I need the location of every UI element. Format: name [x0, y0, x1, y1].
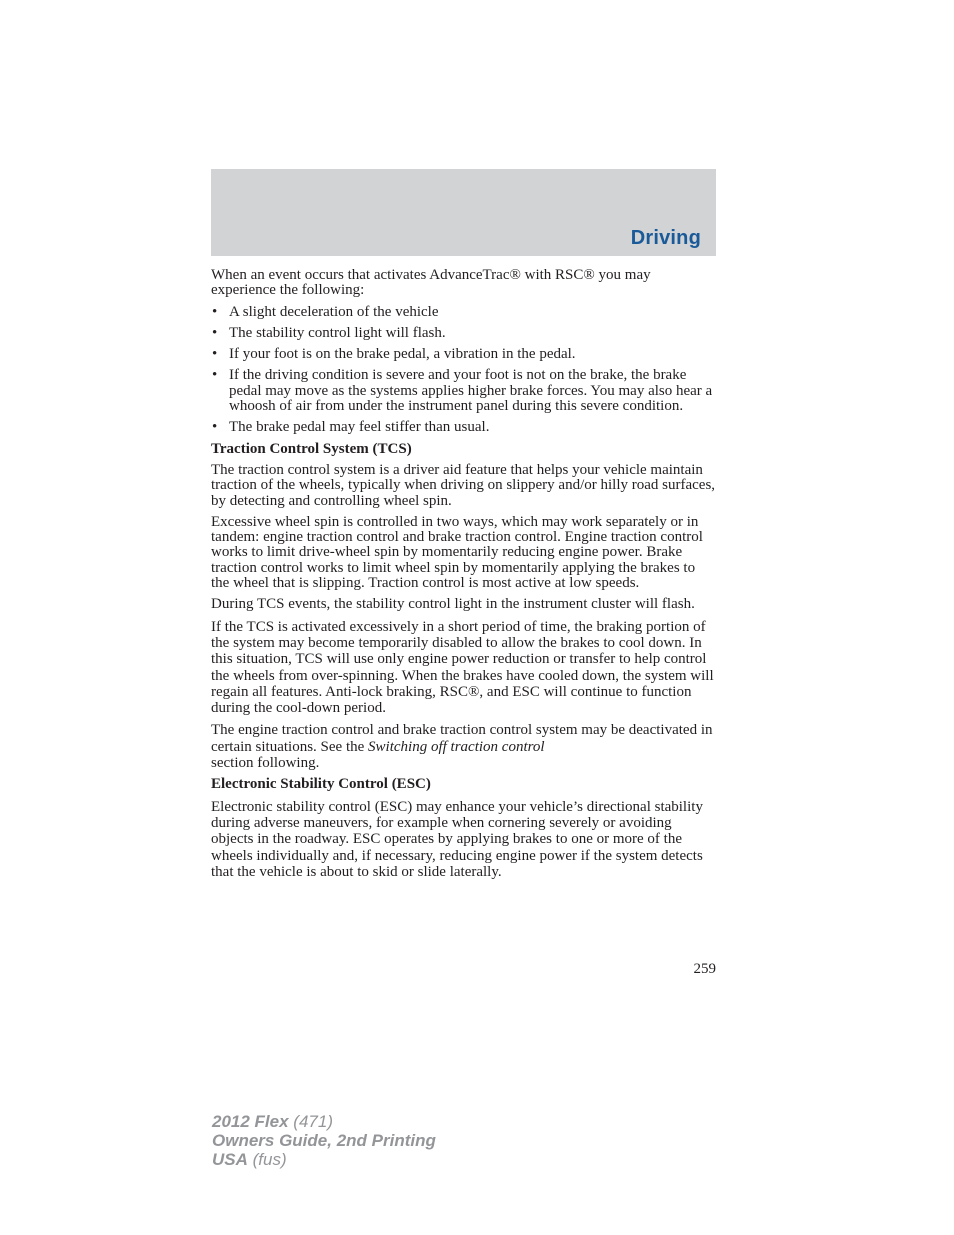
bullet-icon: •: [212, 324, 218, 341]
tcs-paragraph-4: If the TCS is activated excessively in a short period of time, the braking portion of the system may become temporarily disabled to allow the brakes to cool down. In this situation, TCS will use only engine power reduction or transfer to help control the wheels from over-spinning. When the brakes have cooled down, the system will regain all features. Anti-lock braking, RSC®, and ESC will continue to function during the cool-down period.: [211, 618, 714, 717]
intro-paragraph: When an event occurs that activates AdvanceTrac® with RSC® you may experience the following:: [211, 267, 651, 299]
tcs-paragraph-2: Excessive wheel spin is controlled in two ways, which may work separately or in tandem: engine traction control and brake traction control. Engine traction control works to limit drive-wheel spin by momentarily reducing engine power. Brake traction control works to limit wheel spin by momentarily applying the brakes to the wheel that is slipping. Traction control is most active at low speeds.: [211, 513, 703, 592]
tcs-paragraph-5: [211, 722, 716, 771]
footer-market-code: (fus): [252, 1150, 287, 1169]
footer-line-3: [212, 1150, 436, 1169]
list-item: [211, 305, 716, 320]
document-footer: [212, 1112, 436, 1169]
tcs-paragraph-3: During TCS events, the stability control light in the instrument cluster will flash.: [211, 596, 695, 613]
tcs-paragraph-1: The traction control system is a driver aid feature that helps your vehicle maintain traction of the wheels, typically when driving on slippery and/or hilly road surfaces, by detecting and controlling wheel spin.: [211, 461, 716, 509]
bullet-icon: •: [212, 346, 218, 363]
list-item: [211, 326, 716, 341]
list-item: [211, 420, 716, 435]
section-header-band: [211, 169, 716, 256]
tcs-p5-text-end: section following.: [211, 755, 320, 772]
cross-reference-link: Switching off traction control: [368, 738, 545, 755]
page-number: 259: [693, 961, 716, 977]
footer-guide-title: Owners Guide, 2nd Printing: [212, 1131, 436, 1150]
page-body: [211, 268, 716, 886]
bullet-icon: •: [212, 367, 218, 384]
list-item-text: The stability control light will flash.: [229, 324, 446, 341]
esc-heading: Electronic Stability Control (ESC): [211, 776, 431, 793]
footer-line-1: [212, 1112, 436, 1131]
list-item-text: If the driving condition is severe and your foot is not on the brake, the brake pedal may move as the systems applies higher brake forces. You may also hear a whoosh of air from under the instrument panel during this severe condition.: [229, 367, 713, 415]
tcs-p5-text: The engine traction control and brake traction control system may be deactivated in certain situations. See the: [211, 722, 713, 755]
footer-market: USA: [212, 1150, 248, 1169]
list-item-text: The brake pedal may feel stiffer than usual.: [229, 419, 490, 436]
bullet-icon: •: [212, 303, 218, 320]
list-item: [211, 368, 716, 414]
esc-paragraph-1: Electronic stability control (ESC) may enhance your vehicle’s directional stability during adverse maneuvers, for example when cornering severely or avoiding objects in the roadway. ESC operates by applying brakes to one or more of the wheels individually and, if necessary, reducing engine power if the system detects that the vehicle is about to skid or slide laterally.: [211, 798, 703, 880]
list-item-text: A slight deceleration of the vehicle: [229, 303, 439, 320]
list-item: [211, 347, 716, 362]
section-title: Driving: [630, 227, 701, 249]
tcs-heading: Traction Control System (TCS): [211, 440, 412, 457]
bullet-icon: •: [212, 419, 218, 436]
list-item-text: If your foot is on the brake pedal, a vibration in the pedal.: [229, 346, 576, 363]
footer-line-2: [212, 1131, 436, 1150]
footer-model: 2012 Flex: [212, 1112, 289, 1131]
event-effects-list: [211, 305, 716, 436]
footer-model-code: (471): [293, 1112, 333, 1131]
